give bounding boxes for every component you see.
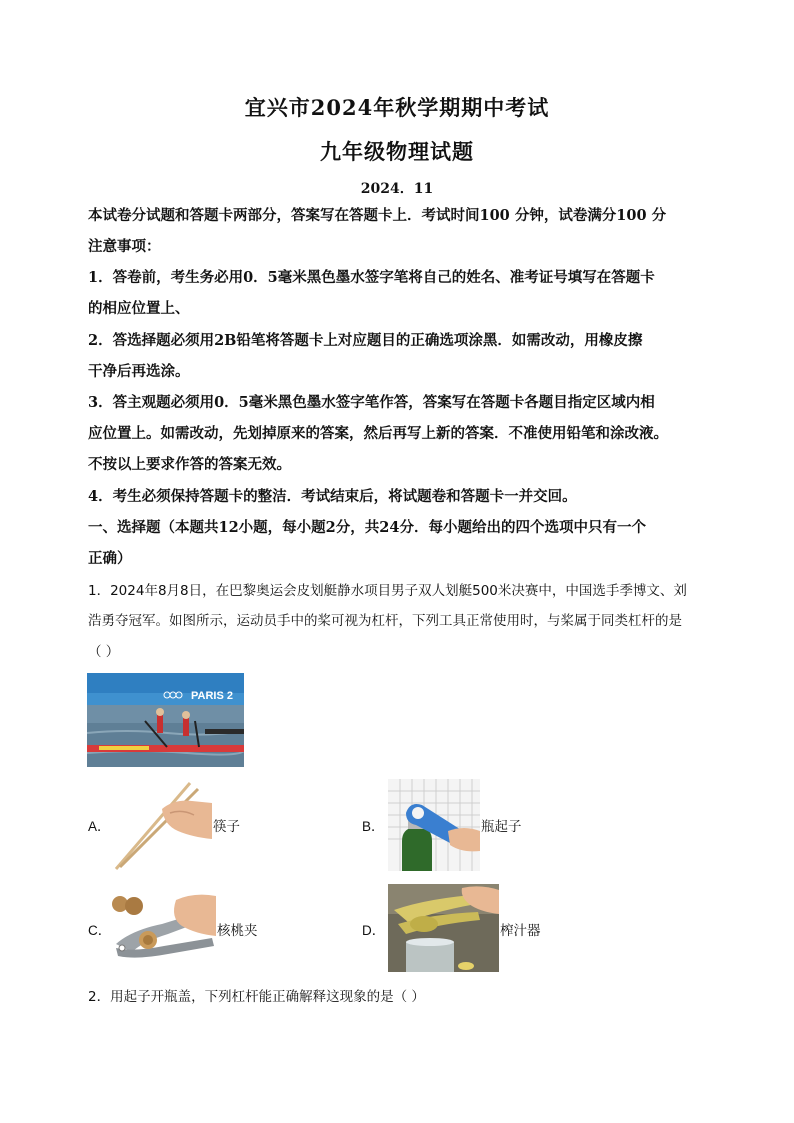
- intro-line: 4．考生必须保持答题卡的整洁．考试结束后，将试题卷和答题卡一并交回。: [88, 488, 577, 505]
- intro-line: 2．答选择题必须用2B铅笔将答题卡上对应题目的正确选项涂黑．如需改动，用橡皮擦: [88, 332, 643, 349]
- intro-line: 本试卷分试题和答题卡两部分，答案写在答题卡上．考试时间100 分钟，试卷满分100 分: [88, 207, 667, 224]
- option-a-label: 筷子: [213, 819, 240, 835]
- paris-banner-text: PARIS 2: [191, 690, 233, 702]
- intro-line: 的相应位置上、: [88, 300, 190, 317]
- option-c-letter: C．: [88, 923, 112, 938]
- question-2-text: 2．用起子开瓶盖，下列杠杆能正确解释这现象的是（ ）: [88, 989, 425, 1005]
- juicer-photo: [388, 884, 499, 972]
- intro-line: 3．答主观题必须用0．5毫米黑色墨水签字笔作答，答案写在答题卡各题目指定区域内相: [88, 394, 655, 411]
- nutcracker-photo: [112, 890, 216, 962]
- option-b-label: 瓶起子: [481, 819, 522, 835]
- chopsticks-photo: [112, 779, 212, 871]
- canoe-race-photo: [87, 673, 244, 767]
- section-heading: 正确）: [88, 550, 132, 567]
- option-c-label: 核桃夹: [217, 923, 258, 939]
- section-heading: 一、选择题（本题共12小题，每小题2分，共24分．每小题给出的四个选项中只有一个: [88, 519, 646, 536]
- intro-line: 干净后再选涂。: [88, 363, 190, 380]
- question-1-text: 1．2024年8月8日，在巴黎奥运会皮划艇静水项目男子双人划艇500米决赛中，中国选手季博文、刘: [88, 583, 687, 599]
- option-a-letter: A．: [88, 819, 111, 834]
- intro-line: 应位置上。如需改动，先划掉原来的答案，然后再写上新的答案．不准使用铅笔和涂改液。: [88, 425, 668, 442]
- option-d-label: 榨汁器: [500, 923, 541, 939]
- exam-subtitle: 九年级物理试题: [320, 139, 474, 164]
- question-1-text: 浩勇夺冠军。如图所示，运动员手中的桨可视为杠杆，下列工具正常使用时，与桨属于同类杠杆的是: [88, 613, 682, 629]
- option-d-letter: D．: [362, 923, 386, 938]
- option-b-letter: B．: [362, 819, 385, 834]
- exam-title: 宜兴市2024年秋学期期中考试: [244, 95, 550, 120]
- intro-line: 1．答卷前，考生务必用0．5毫米黑色墨水签字笔将自己的姓名、准考证号填写在答题卡: [88, 269, 655, 286]
- question-1-text: （ ）: [88, 644, 120, 660]
- notice-heading: 注意事项：: [88, 238, 161, 255]
- bottle-opener-photo: [388, 779, 480, 871]
- exam-date: 2024．11: [360, 181, 434, 197]
- intro-line: 不按以上要求作答的答案无效。: [88, 456, 291, 473]
